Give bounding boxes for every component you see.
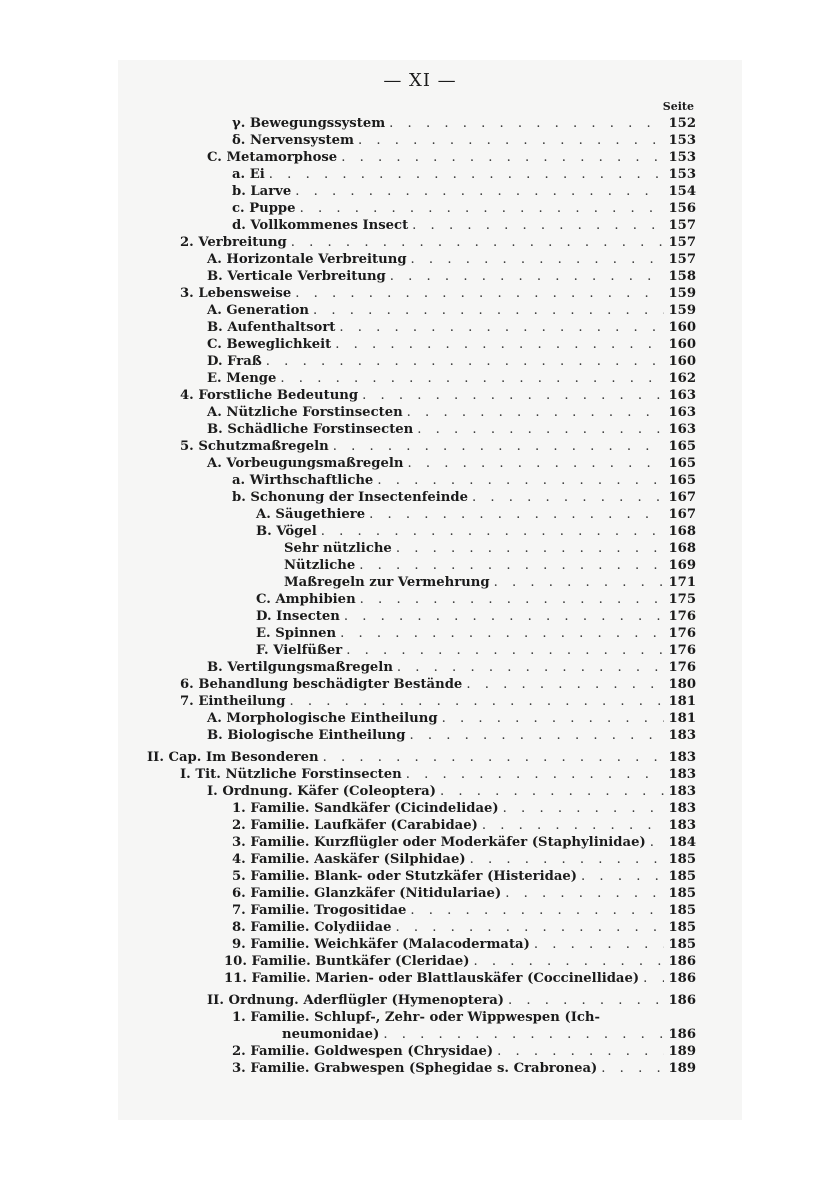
toc-entry-page: 157 <box>668 218 696 233</box>
toc-entry-label: B. Vertilgungsmaßregeln <box>207 660 393 675</box>
toc-entry <box>232 936 696 953</box>
toc-entry-label: 8. Familie. Colydiidae <box>232 920 392 935</box>
toc-entry <box>147 749 696 766</box>
toc-entry-page: 176 <box>668 609 696 624</box>
toc-entry-label: 1. Familie. Schlupf-, Zehr- oder Wippwespen (Ich- <box>232 1010 600 1025</box>
toc-entry <box>232 834 696 851</box>
dot-leader <box>377 472 664 489</box>
toc-entry-label: 3. Familie. Kurzflügler oder Moderkäfer (Staphylinidae) <box>232 835 646 850</box>
dot-leader <box>323 749 665 766</box>
toc-entry <box>232 217 696 234</box>
toc-entry-page: 167 <box>668 507 696 522</box>
toc-entry-label: A. Vorbeugungsmaßregeln <box>207 456 404 471</box>
toc-entry-label: 6. Behandlung beschädigter Bestände <box>180 677 463 692</box>
toc-entry <box>207 302 696 319</box>
dot-leader <box>291 234 665 251</box>
dot-leader <box>333 438 665 455</box>
toc-entry <box>207 251 696 268</box>
toc-entry <box>207 149 696 166</box>
toc-entry-page: 165 <box>668 456 696 471</box>
toc-entry <box>207 659 696 676</box>
toc-entry-label: a. Wirthschaftliche <box>232 473 374 488</box>
toc-entry <box>284 574 696 591</box>
dot-leader <box>601 1060 664 1077</box>
toc-entry-page: 153 <box>668 150 696 165</box>
toc-entry <box>232 1043 696 1060</box>
toc-entry-label: I. Tit. Nützliche Forstinsecten <box>180 767 402 782</box>
toc-entry <box>207 353 696 370</box>
dot-leader <box>362 387 664 404</box>
toc-entry-label: 2. Familie. Goldwespen (Chrysidae) <box>232 1044 494 1059</box>
toc-entry-label: C. Beweglichkeit <box>207 337 332 352</box>
toc-entry-page: 183 <box>668 750 696 765</box>
dot-leader <box>358 132 665 149</box>
toc-entry <box>180 766 696 783</box>
toc-entry <box>256 625 696 642</box>
dot-leader <box>417 421 664 438</box>
toc-entry-page: 176 <box>668 626 696 641</box>
toc-entry-page: 159 <box>668 303 696 318</box>
toc-entry-page: 183 <box>668 801 696 816</box>
toc-entry-page: 185 <box>668 920 696 935</box>
toc-entry-page: 168 <box>668 524 696 539</box>
toc-entry <box>256 591 696 608</box>
toc-entry-label: c. Puppe <box>232 201 296 216</box>
toc-entry-label: 5. Familie. Blank- oder Stutzkäfer (Histeridae) <box>232 869 578 884</box>
toc-entry <box>207 710 696 727</box>
toc-entry-page: 176 <box>668 643 696 658</box>
toc-entry-label: 3. Lebensweise <box>180 286 292 301</box>
dot-leader <box>409 727 664 744</box>
dot-leader <box>650 834 665 851</box>
toc-entry <box>232 800 696 817</box>
toc-entry-page: 165 <box>668 439 696 454</box>
toc-entry-page: 165 <box>668 473 696 488</box>
toc-entry <box>232 902 696 919</box>
toc-entry-page: 181 <box>668 694 696 709</box>
toc-entry-label: d. Vollkommenes Insect <box>232 218 409 233</box>
toc-entry-label: Maßregeln zur Vermehrung <box>284 575 490 590</box>
toc-entry-page: 154 <box>668 184 696 199</box>
dot-leader <box>505 885 664 902</box>
dot-leader <box>369 506 664 523</box>
toc-entry-label: II. Ordnung. Aderflügler (Hymenoptera) <box>207 993 504 1008</box>
toc-entry-page: 160 <box>668 337 696 352</box>
toc-entry-page: 189 <box>668 1044 696 1059</box>
page-number-header: — XI — <box>383 70 457 91</box>
toc-entry-label: 7. Familie. Trogositidae <box>232 903 407 918</box>
toc-entry <box>232 132 696 149</box>
dot-leader <box>503 800 665 817</box>
toc-entry-label: 7. Eintheilung <box>180 694 286 709</box>
dot-leader <box>643 970 664 987</box>
toc-entry-label: B. Vögel <box>256 524 317 539</box>
dot-leader <box>335 336 664 353</box>
toc-entry <box>207 370 696 387</box>
toc-entry-label: 5. Schutzmaßregeln <box>180 439 329 454</box>
toc-entry-page: 183 <box>668 818 696 833</box>
toc-entry-label: 4. Familie. Aaskäfer (Silphidae) <box>232 852 466 867</box>
dot-leader <box>407 404 665 421</box>
toc-entry-label: neumonidae) <box>282 1027 380 1042</box>
dot-leader <box>295 285 664 302</box>
toc-entry-label: A. Generation <box>207 303 310 318</box>
toc-entry <box>232 200 696 217</box>
toc-entry-page: 163 <box>668 388 696 403</box>
toc-entry-label: 11. Familie. Marien- oder Blattlauskäfer (Coccinellidae) <box>224 971 640 986</box>
dot-leader <box>494 574 665 591</box>
toc-entry <box>232 472 696 489</box>
toc-entry-page: 180 <box>668 677 696 692</box>
toc-entry-page: 163 <box>668 405 696 420</box>
dot-leader <box>482 817 665 834</box>
toc-entry-label: 9. Familie. Weichkäfer (Malacodermata) <box>232 937 530 952</box>
toc-entry <box>232 919 696 936</box>
dot-leader <box>346 642 664 659</box>
toc-entry-page: 175 <box>668 592 696 607</box>
dot-leader <box>408 455 665 472</box>
toc-entry-page: 163 <box>668 422 696 437</box>
dot-leader <box>344 608 665 625</box>
toc-entry <box>180 285 696 302</box>
toc-entry-page: 171 <box>668 575 696 590</box>
toc-entry <box>180 438 696 455</box>
toc-entry-label: C. Amphibien <box>256 592 356 607</box>
toc-entry-page: 186 <box>668 1027 696 1042</box>
toc-entry-label: II. Cap. Im Besonderen <box>147 750 319 765</box>
toc-entry-page: 189 <box>668 1061 696 1076</box>
dot-leader <box>280 370 664 387</box>
dot-leader <box>466 676 664 693</box>
toc-entry-label: Nützliche <box>284 558 356 573</box>
dot-leader <box>341 149 664 166</box>
toc-entry <box>180 693 696 710</box>
toc-entry-page: 183 <box>668 728 696 743</box>
dot-leader <box>472 489 664 506</box>
toc-entry <box>232 183 696 200</box>
toc-entry-page: 160 <box>668 320 696 335</box>
toc-entry-page: 185 <box>668 869 696 884</box>
toc-entry-page: 185 <box>668 937 696 952</box>
toc-entry-label: F. Vielfüßer <box>256 643 343 658</box>
dot-leader <box>412 217 664 234</box>
toc-entry <box>232 868 696 885</box>
toc-entry <box>180 234 696 251</box>
toc-entry-page: 158 <box>668 269 696 284</box>
toc-entry <box>256 608 696 625</box>
toc-entry-page: 167 <box>668 490 696 505</box>
toc-entry-label: B. Schädliche Forstinsecten <box>207 422 414 437</box>
dot-leader <box>442 710 665 727</box>
toc-entry <box>207 727 696 744</box>
toc-entry <box>284 557 696 574</box>
toc-entry-label: A. Säugethiere <box>256 507 366 522</box>
toc-entry <box>232 115 696 132</box>
toc-entry-page: 181 <box>668 711 696 726</box>
toc-entry-page: 152 <box>668 116 696 131</box>
dot-leader <box>290 693 665 710</box>
dot-leader <box>396 540 665 557</box>
seite-column-label: Seite <box>662 100 694 113</box>
toc-entry-page: 162 <box>668 371 696 386</box>
dot-leader <box>581 868 664 885</box>
toc-entry-label: E. Menge <box>207 371 277 386</box>
toc-entry <box>207 336 696 353</box>
toc-entry-label: b. Schonung der Insectenfeinde <box>232 490 469 505</box>
dot-leader <box>339 319 664 336</box>
dot-leader <box>321 523 665 540</box>
toc-entry-label: γ. Bewegungssystem <box>232 116 386 131</box>
dot-leader <box>313 302 664 319</box>
toc-entry <box>232 817 696 834</box>
toc-entry <box>256 642 696 659</box>
dot-leader <box>406 766 665 783</box>
toc-entry-page: 183 <box>668 784 696 799</box>
dot-leader <box>395 919 664 936</box>
toc-entry-label: A. Morphologische Eintheilung <box>207 711 438 726</box>
toc-entry-label: D. Fraß <box>207 354 262 369</box>
toc-entry-page: 186 <box>668 993 696 1008</box>
dot-leader <box>266 353 665 370</box>
toc-entry <box>207 421 696 438</box>
dot-leader <box>470 851 665 868</box>
toc-entry <box>232 489 696 506</box>
dot-leader <box>269 166 665 183</box>
dot-leader <box>383 1026 664 1043</box>
toc-entry-page: 185 <box>668 886 696 901</box>
toc-entry-label: C. Metamorphose <box>207 150 338 165</box>
toc-entry-label: 3. Familie. Grabwespen (Sphegidae s. Crabronea) <box>232 1061 598 1076</box>
dot-leader <box>508 992 664 1009</box>
toc-entry <box>232 1009 696 1026</box>
toc-entry-label: B. Biologische Eintheilung <box>207 728 406 743</box>
toc-entry-page: 176 <box>668 660 696 675</box>
toc-entry <box>207 268 696 285</box>
toc-entry <box>256 523 696 540</box>
toc-entry-page: 153 <box>668 133 696 148</box>
toc-entry-label: A. Nützliche Forstinsecten <box>207 405 403 420</box>
dot-leader <box>389 115 664 132</box>
toc-entry-page: 157 <box>668 235 696 250</box>
dot-leader <box>534 936 665 953</box>
toc-entry-page: 183 <box>668 767 696 782</box>
toc-entry-page: 168 <box>668 541 696 556</box>
toc-entry-page: 185 <box>668 903 696 918</box>
toc-entry-label: E. Spinnen <box>256 626 337 641</box>
toc-entry <box>232 885 696 902</box>
toc-entry-label: 2. Familie. Laufkäfer (Carabidae) <box>232 818 478 833</box>
toc-entry-label: D. Insecten <box>256 609 340 624</box>
toc-entry-label: A. Horizontale Verbreitung <box>207 252 407 267</box>
toc-entry-label: δ. Nervensystem <box>232 133 354 148</box>
toc-entry-label: 10. Familie. Buntkäfer (Cleridae) <box>224 954 470 969</box>
toc-entry-page: 186 <box>668 971 696 986</box>
toc-entry <box>180 676 696 693</box>
toc-entry <box>224 970 696 987</box>
dot-leader <box>300 200 665 217</box>
toc-entry-label: 4. Forstliche Bedeutung <box>180 388 359 403</box>
toc-entry-page: 153 <box>668 167 696 182</box>
dot-leader <box>473 953 664 970</box>
toc-entry <box>207 404 696 421</box>
toc-entry <box>256 506 696 523</box>
toc-entry <box>284 540 696 557</box>
toc-entry-page: 186 <box>668 954 696 969</box>
toc-entry <box>232 1060 696 1077</box>
dot-leader <box>295 183 664 200</box>
toc-entry <box>224 953 696 970</box>
toc-entry <box>232 851 696 868</box>
toc-entry-label: 2. Verbreitung <box>180 235 287 250</box>
dot-leader <box>390 268 665 285</box>
dot-leader <box>397 659 665 676</box>
dot-leader <box>411 251 665 268</box>
dot-leader <box>410 902 664 919</box>
toc-entry <box>207 319 696 336</box>
dot-leader <box>360 591 665 608</box>
toc-entry-label: B. Aufenthaltsort <box>207 320 336 335</box>
dot-leader <box>340 625 664 642</box>
toc-entry-label: Sehr nützliche <box>284 541 392 556</box>
toc-entry-page: 184 <box>668 835 696 850</box>
toc-entry-label: a. Ei <box>232 167 265 182</box>
toc-entry-page: 185 <box>668 852 696 867</box>
toc-entry <box>207 992 696 1009</box>
toc-entry <box>207 455 696 472</box>
dot-leader <box>359 557 664 574</box>
toc-entry <box>207 783 696 800</box>
toc-entry <box>180 387 696 404</box>
toc-entry-page: 156 <box>668 201 696 216</box>
toc-entry <box>232 166 696 183</box>
toc-entry-label: B. Verticale Verbreitung <box>207 269 386 284</box>
toc-entry-label: 1. Familie. Sandkäfer (Cicindelidae) <box>232 801 499 816</box>
dot-leader <box>497 1043 664 1060</box>
toc-entry-label: I. Ordnung. Käfer (Coleoptera) <box>207 784 436 799</box>
toc-entry-label: b. Larve <box>232 184 292 199</box>
dot-leader <box>440 783 665 800</box>
toc-entry <box>282 1026 696 1043</box>
toc-entry-page: 159 <box>668 286 696 301</box>
toc-entry-page: 169 <box>668 558 696 573</box>
toc-entry-label: 6. Familie. Glanzkäfer (Nitidulariae) <box>232 886 502 901</box>
toc-entry-page: 160 <box>668 354 696 369</box>
toc-entry-page: 157 <box>668 252 696 267</box>
